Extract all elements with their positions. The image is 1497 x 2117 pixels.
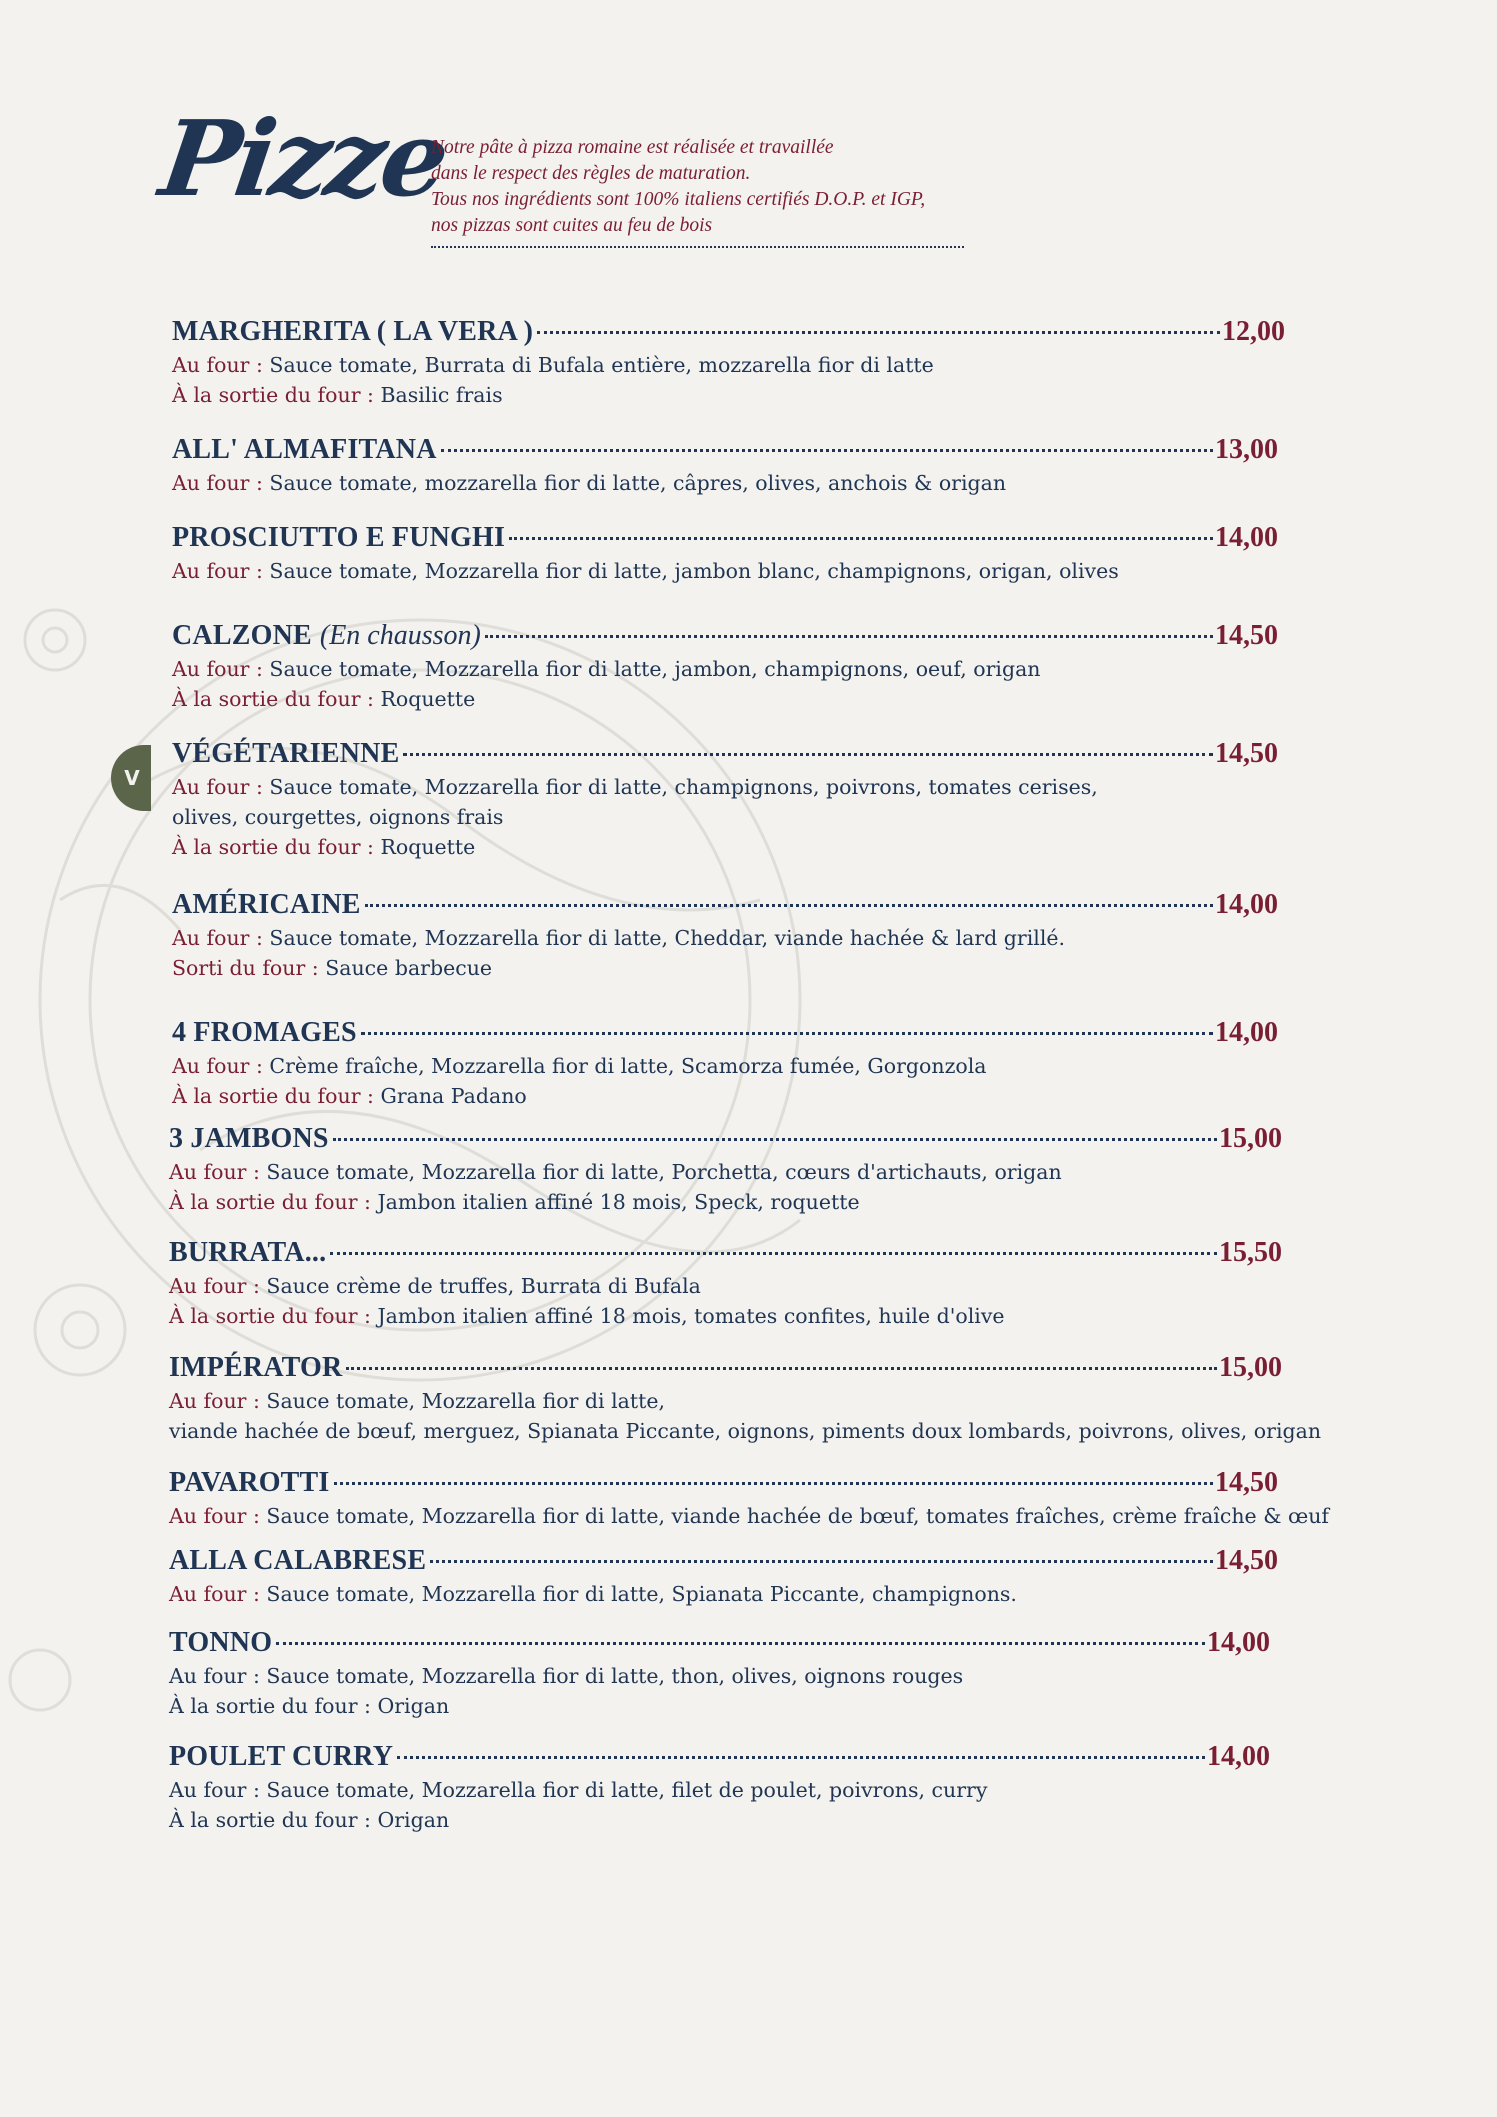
menu-item-ingredients bbox=[169, 1386, 1282, 1416]
ingredients-label: À la sortie du four : bbox=[172, 835, 381, 859]
menu-item bbox=[172, 738, 1278, 862]
menu-item-title-row bbox=[172, 620, 1278, 654]
menu-item-price: 14,50 bbox=[1215, 738, 1278, 769]
menu-item bbox=[169, 1467, 1330, 1531]
menu-item-price: 15,00 bbox=[1219, 1352, 1282, 1383]
ingredients-text: Sauce tomate, Mozzarella fior di latte, champignons, poivrons, tomates cerises, bbox=[269, 775, 1098, 799]
menu-item-name: MARGHERITA ( LA VERA ) bbox=[172, 316, 534, 347]
ingredients-text: Sauce tomate, Mozzarella fior di latte, Cheddar, viande hachée & lard grillé. bbox=[269, 926, 1066, 950]
ingredients-label: Au four : bbox=[169, 1504, 267, 1528]
dotted-leader bbox=[537, 331, 1220, 334]
ingredients-text: Sauce tomate, Mozzarella fior di latte, jambon blanc, champignons, origan, olives bbox=[269, 559, 1119, 583]
ingredients-text: Sauce tomate, mozzarella fior di latte, câpres, olives, anchois & origan bbox=[269, 471, 1007, 495]
ingredients-label: Au four : bbox=[169, 1664, 267, 1688]
menu-item-ingredients bbox=[169, 1661, 1270, 1691]
menu-item bbox=[169, 1123, 1282, 1217]
menu-item-name: AMÉRICAINE bbox=[172, 889, 361, 920]
ingredients-text: Origan bbox=[377, 1808, 450, 1832]
menu-item-ingredients bbox=[172, 380, 1285, 410]
menu-item-ingredients bbox=[172, 923, 1278, 953]
menu-item-title-row bbox=[169, 1627, 1270, 1661]
ingredients-text: Sauce tomate, Mozzarella fior di latte, filet de poulet, poivrons, curry bbox=[266, 1778, 988, 1802]
menu-item-name: TONNO bbox=[169, 1627, 273, 1658]
ingredients-label: Au four : bbox=[172, 559, 270, 583]
dotted-leader bbox=[346, 1367, 1217, 1370]
menu-item-name: PAVAROTTI bbox=[169, 1467, 330, 1498]
logo-text: Pizze bbox=[153, 97, 453, 220]
ingredients-label: Au four : bbox=[172, 471, 270, 495]
ingredients-label: Au four : bbox=[172, 926, 270, 950]
menu-item-ingredients bbox=[169, 1775, 1270, 1805]
menu-item-name: POULET CURRY bbox=[169, 1741, 394, 1772]
menu-item-name: ALLA CALABRESE bbox=[169, 1545, 427, 1576]
menu-item-price: 14,50 bbox=[1215, 1467, 1278, 1498]
dotted-leader bbox=[276, 1642, 1205, 1645]
menu-item-price: 15,50 bbox=[1219, 1237, 1282, 1268]
ingredients-label: Au four : bbox=[169, 1582, 267, 1606]
ingredients-text: Sauce tomate, Mozzarella fior di latte, jambon, champignons, oeuf, origan bbox=[269, 657, 1041, 681]
menu-item-title-row bbox=[169, 1545, 1278, 1579]
menu-item-title-row bbox=[172, 889, 1278, 923]
menu-item-price: 13,00 bbox=[1215, 434, 1278, 465]
menu-item-title-row bbox=[172, 316, 1285, 350]
menu-item-title-row bbox=[169, 1467, 1278, 1501]
menu-item-ingredients bbox=[172, 953, 1278, 983]
menu-item bbox=[172, 434, 1278, 498]
menu-item bbox=[169, 1627, 1270, 1721]
ingredients-label: Au four : bbox=[172, 657, 270, 681]
menu-item-ingredients bbox=[172, 468, 1278, 498]
menu-item-title-row bbox=[169, 1352, 1282, 1386]
ingredients-label: Au four : bbox=[169, 1160, 267, 1184]
menu-item-name: BURRATA... bbox=[169, 1237, 327, 1268]
dotted-leader bbox=[509, 537, 1213, 540]
ingredients-text: Roquette bbox=[380, 687, 476, 711]
menu-item-price: 14,00 bbox=[1215, 522, 1278, 553]
ingredients-label: À la sortie du four : bbox=[172, 383, 381, 407]
dotted-leader bbox=[334, 1482, 1213, 1485]
ingredients-text: Sauce tomate, Mozzarella fior di latte, Porchetta, cœurs d'artichauts, origan bbox=[266, 1160, 1062, 1184]
menu-item-price: 14,00 bbox=[1215, 1017, 1278, 1048]
menu-item-ingredients bbox=[169, 1187, 1282, 1217]
dotted-leader bbox=[485, 635, 1213, 638]
dotted-leader bbox=[361, 1032, 1213, 1035]
intro-line: Notre pâte à pizza romaine est réalisée et travaillée bbox=[431, 137, 834, 158]
menu-item bbox=[169, 1741, 1270, 1835]
menu-item-ingredients bbox=[169, 1805, 1270, 1835]
menu-item-price: 14,00 bbox=[1207, 1627, 1270, 1658]
ingredients-label: À la sortie du four : bbox=[169, 1808, 378, 1832]
ingredients-text: Crème fraîche, Mozzarella fior di latte, Scamorza fumée, Gorgonzola bbox=[269, 1054, 987, 1078]
menu-item-price: 15,00 bbox=[1219, 1123, 1282, 1154]
ingredients-label: À la sortie du four : bbox=[169, 1304, 378, 1328]
menu-item-ingredients bbox=[169, 1301, 1282, 1331]
menu-item-ingredients bbox=[169, 1416, 1322, 1446]
ingredients-label: Au four : bbox=[169, 1274, 267, 1298]
menu-item-ingredients bbox=[169, 1691, 1270, 1721]
dotted-leader bbox=[430, 1560, 1213, 1563]
ingredients-text: Jambon italien affiné 18 mois, tomates confites, huile d'olive bbox=[377, 1304, 1005, 1328]
ingredients-label: Au four : bbox=[172, 775, 270, 799]
menu-item-price: 14,00 bbox=[1207, 1741, 1270, 1772]
menu-item-ingredients bbox=[169, 1271, 1282, 1301]
ingredients-text: Sauce tomate, Mozzarella fior di latte, bbox=[266, 1389, 666, 1413]
menu-item-title-row bbox=[172, 1017, 1278, 1051]
menu-item-ingredients bbox=[172, 832, 1278, 862]
dotted-leader bbox=[365, 904, 1213, 907]
menu-item bbox=[169, 1352, 1322, 1446]
menu-item-ingredients bbox=[172, 556, 1278, 586]
ingredients-text: Sauce tomate, Mozzarella fior di latte, thon, olives, oignons rouges bbox=[266, 1664, 964, 1688]
menu-item bbox=[172, 1017, 1278, 1111]
menu-item-title-row bbox=[172, 434, 1278, 468]
ingredients-label: Au four : bbox=[169, 1389, 267, 1413]
ingredients-text: Sauce tomate, Burrata di Bufala entière, mozzarella fior di latte bbox=[269, 353, 934, 377]
dotted-leader bbox=[441, 449, 1213, 452]
menu-item-name: 3 JAMBONS bbox=[169, 1123, 329, 1154]
menu-item-ingredients bbox=[172, 654, 1278, 684]
menu-item-price: 14,50 bbox=[1215, 620, 1278, 651]
ingredients-label: À la sortie du four : bbox=[169, 1190, 378, 1214]
ingredients-text: Origan bbox=[377, 1694, 450, 1718]
ingredients-text: Sauce tomate, Mozzarella fior di latte, viande hachée de bœuf, tomates fraîches, crème fraîche & œuf bbox=[266, 1504, 1330, 1528]
menu-item-ingredients bbox=[172, 802, 1278, 832]
menu-item-name: CALZONE bbox=[172, 620, 312, 651]
dotted-leader bbox=[403, 753, 1213, 756]
menu-item-ingredients bbox=[172, 684, 1278, 714]
menu-item-price: 14,00 bbox=[1215, 889, 1278, 920]
intro-line: Tous nos ingrédients sont 100% italiens certifiés D.O.P. et IGP, bbox=[431, 189, 926, 210]
menu-item-ingredients bbox=[169, 1579, 1278, 1609]
ingredients-label: Au four : bbox=[169, 1778, 267, 1802]
menu-item-title-row bbox=[169, 1237, 1282, 1271]
ingredients-label: À la sortie du four : bbox=[172, 1084, 381, 1108]
ingredients-text: olives, courgettes, oignons frais bbox=[172, 805, 504, 829]
intro-line: nos pizzas sont cuites au feu de bois bbox=[431, 215, 713, 236]
menu-item-title-row bbox=[172, 522, 1278, 556]
menu-item-subtitle: (En chausson) bbox=[319, 620, 481, 651]
ingredients-label: Au four : bbox=[172, 353, 270, 377]
menu-item-ingredients bbox=[169, 1157, 1282, 1187]
ingredients-label: Au four : bbox=[172, 1054, 270, 1078]
ingredients-text: Basilic frais bbox=[380, 383, 503, 407]
menu-item bbox=[172, 620, 1278, 714]
ingredients-text: Sauce crème de truffes, Burrata di Bufala bbox=[266, 1274, 701, 1298]
vegetarian-badge-icon: V bbox=[111, 745, 151, 811]
menu-item-name: IMPÉRATOR bbox=[169, 1352, 343, 1383]
menu-item-name: 4 FROMAGES bbox=[172, 1017, 357, 1048]
dotted-leader bbox=[330, 1252, 1217, 1255]
menu-item-ingredients bbox=[172, 772, 1278, 802]
menu-item-title-row bbox=[169, 1123, 1282, 1157]
menu-item-price: 12,00 bbox=[1222, 316, 1285, 347]
dotted-leader bbox=[397, 1756, 1205, 1759]
intro-line: dans le respect des règles de maturation. bbox=[431, 163, 751, 184]
menu-item bbox=[172, 522, 1278, 586]
dotted-leader bbox=[333, 1138, 1217, 1141]
menu-item-name: ALL' ALMAFITANA bbox=[172, 434, 437, 465]
menu-item-title-row bbox=[172, 738, 1278, 772]
menu-item bbox=[172, 889, 1278, 983]
menu-item-name: VÉGÉTARIENNE bbox=[172, 738, 400, 769]
menu-item-ingredients bbox=[172, 350, 1285, 380]
ingredients-label: À la sortie du four : bbox=[172, 687, 381, 711]
menu-item bbox=[169, 1237, 1282, 1331]
menu-item bbox=[169, 1545, 1278, 1609]
menu-item bbox=[172, 316, 1285, 410]
menu-item-price: 14,50 bbox=[1215, 1545, 1278, 1576]
ingredients-text: Sauce tomate, Mozzarella fior di latte, Spianata Piccante, champignons. bbox=[266, 1582, 1017, 1606]
ingredients-label: Sorti du four : bbox=[172, 956, 326, 980]
menu-item-title-row bbox=[169, 1741, 1270, 1775]
ingredients-text: Jambon italien affiné 18 mois, Speck, roquette bbox=[377, 1190, 860, 1214]
ingredients-text: Roquette bbox=[380, 835, 476, 859]
ingredients-text: Sauce barbecue bbox=[325, 956, 493, 980]
menu-item-name: PROSCIUTTO E FUNGHI bbox=[172, 522, 506, 553]
ingredients-text: viande hachée de bœuf, merguez, Spianata Piccante, oignons, piments doux lombards, poivrons, olives, origan bbox=[169, 1419, 1322, 1443]
menu-item-ingredients bbox=[172, 1081, 1278, 1111]
menu-item-ingredients bbox=[172, 1051, 1278, 1081]
ingredients-text: Grana Padano bbox=[380, 1084, 527, 1108]
ingredients-label: À la sortie du four : bbox=[169, 1694, 378, 1718]
menu-item-ingredients bbox=[169, 1501, 1330, 1531]
